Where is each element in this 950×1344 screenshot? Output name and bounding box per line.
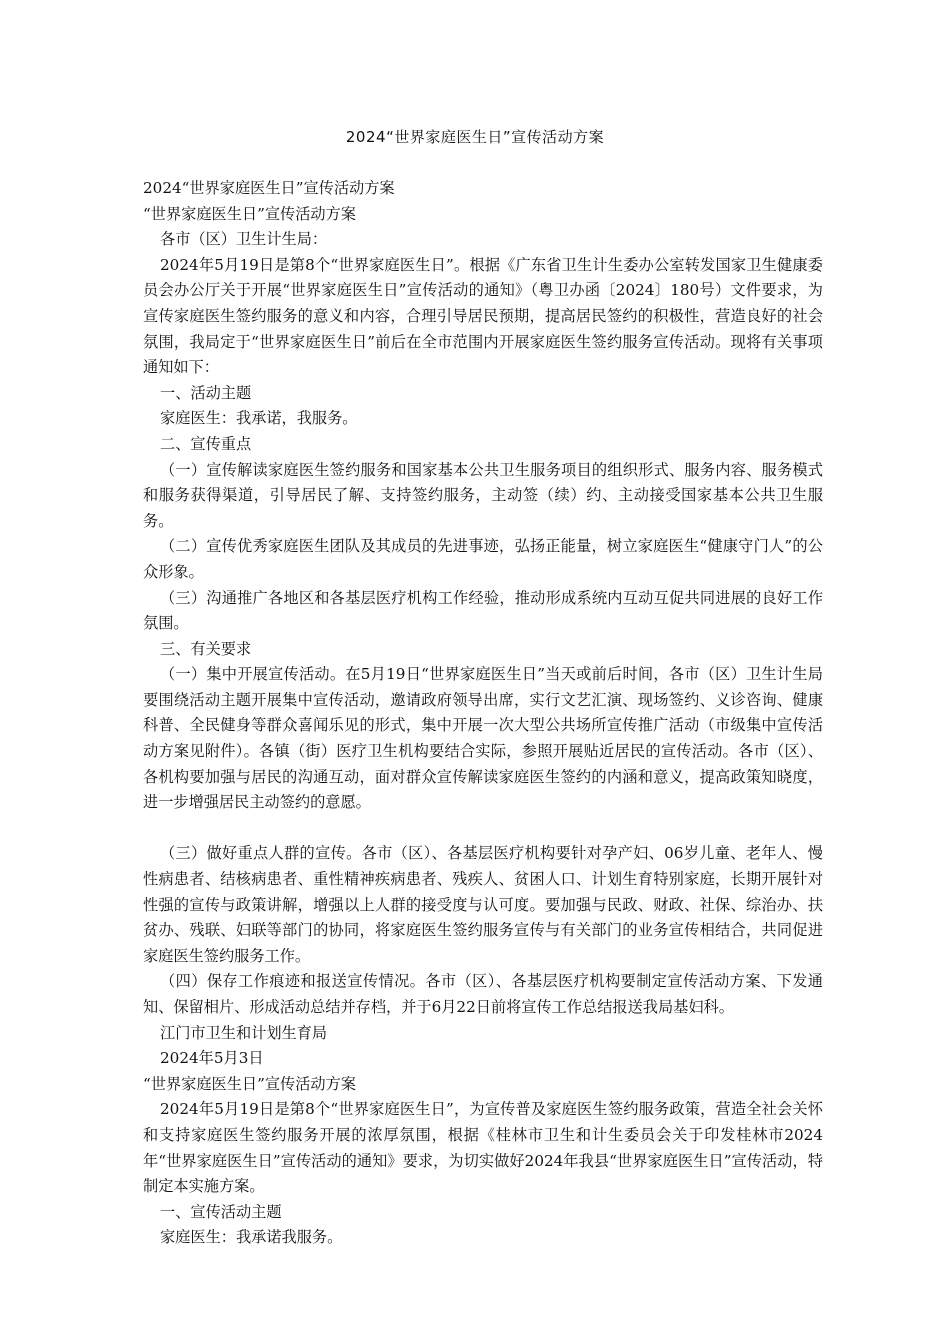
paragraph-heading-2: “世界家庭医生日”宣传活动方案: [143, 204, 356, 223]
paragraph-requirement-3: （三）做好重点人群的宣传。各市（区）、各基层医疗机构要针对孕产妇、06岁儿童、老年人、慢性病患者、结核病患者、重性精神疾病患者、残疾人、贫困人口、计划生育特别家庭，长期开展针对性强的宣传与政策讲解，增强以上人群的接受度与认可度。要加强与民政、财政、社保、综治办、扶贫办、残联、妇联等部门的协同，将家庭医生签约服务宣传与有关部门的业务宣传相结合，共同促进家庭医生签约服务工作。: [143, 844, 823, 965]
paragraph-heading-1: 2024“世界家庭医生日”宣传活动方案: [143, 179, 395, 197]
section-heading-requirements: 三、有关要求: [160, 639, 252, 658]
document-title: 2024“世界家庭医生日”宣传活动方案: [345, 128, 605, 146]
paragraph-theme-2: 家庭医生：我承诺我服务。: [160, 1228, 343, 1247]
paragraph-focus-2: （二）宣传优秀家庭医生团队及其成员的先进事迹，弘扬正能量，树立家庭医生“健康守门人”的公众形象。: [143, 537, 823, 581]
paragraph-intro: 2024年5月19日是第8个“世界家庭医生日”。根据《广东省卫生计生委办公室转发国家卫生健康委员会办公厅关于开展“世界家庭医生日”宣传活动的通知》（粤卫办函〔2024〕180号）文件要求，为宣传家庭医生签约服务的意义和内容，合理引导居民预期，提高居民签约的积极性，营造良好的社会氛围，我局定于“世界家庭医生日”前后在全市范围内开展家庭医生签约服务宣传活动。现将有关事项通知如下：: [143, 255, 823, 377]
paragraph-heading-3: “世界家庭医生日”宣传活动方案: [143, 1074, 356, 1093]
blank-line: [143, 816, 823, 842]
signature-date: 2024年5月3日: [160, 1049, 264, 1068]
paragraph-salutation: 各市（区）卫生计生局：: [160, 230, 328, 249]
paragraph-requirement-4: （四）保存工作痕迹和报送宣传情况。各市（区）、各基层医疗机构要制定宣传活动方案、下发通知、保留相片、形成活动总结并存档，并于6月22日前将宣传工作总结报送我局基妇科。: [143, 972, 823, 1016]
paragraph-intro-2: 2024年5月19日是第8个“世界家庭医生日”，为宣传普及家庭医生签约服务政策，营造全社会关怀和支持家庭医生签约服务开展的浓厚氛围，根据《桂林市卫生和计生委员会关于印发桂林市2024年“世界家庭医生日”宣传活动的通知》要求，为切实做好2024年我县“世界家庭医生日”宣传活动，特制定本实施方案。: [143, 1100, 823, 1196]
paragraph-requirement-1: （一）集中开展宣传活动。在5月19日“世界家庭医生日”当天或前后时间，各市（区）卫生计生局要围绕活动主题开展集中宣传活动，邀请政府领导出席，实行文艺汇演、现场签约、义诊咨询、健康科普、全民健身等群众喜闻乐见的形式，集中开展一次大型公共场所宣传推广活动（市级集中宣传活动方案见附件）。各镇（街）医疗卫生机构要结合实际，参照开展贴近居民的宣传活动。各市（区）、各机构要加强与居民的沟通互动，面对群众宣传解读家庭医生签约的内涵和意义，提高政策知晓度，进一步增强居民主动签约的意愿。: [143, 665, 823, 812]
section-heading-theme-2: 一、宣传活动主题: [160, 1202, 282, 1221]
paragraph-theme: 家庭医生：我承诺，我服务。: [160, 409, 358, 428]
document-body: [143, 176, 823, 1251]
paragraph-focus-3: （三）沟通推广各地区和各基层医疗机构工作经验，推动形成系统内互动互促共同进展的良好工作氛围。: [143, 588, 823, 633]
section-heading-theme: 一、活动主题: [160, 383, 252, 402]
paragraph-focus-1: （一）宣传解读家庭医生签约服务和国家基本公共卫生服务项目的组织形式、服务内容、服务模式和服务获得渠道，引导居民了解、支持签约服务，主动签（续）约、主动接受国家基本公共卫生服务。: [143, 460, 823, 530]
signature-organization: 江门市卫生和计划生育局: [160, 1023, 328, 1042]
section-heading-focus: 二、宣传重点: [160, 434, 252, 453]
